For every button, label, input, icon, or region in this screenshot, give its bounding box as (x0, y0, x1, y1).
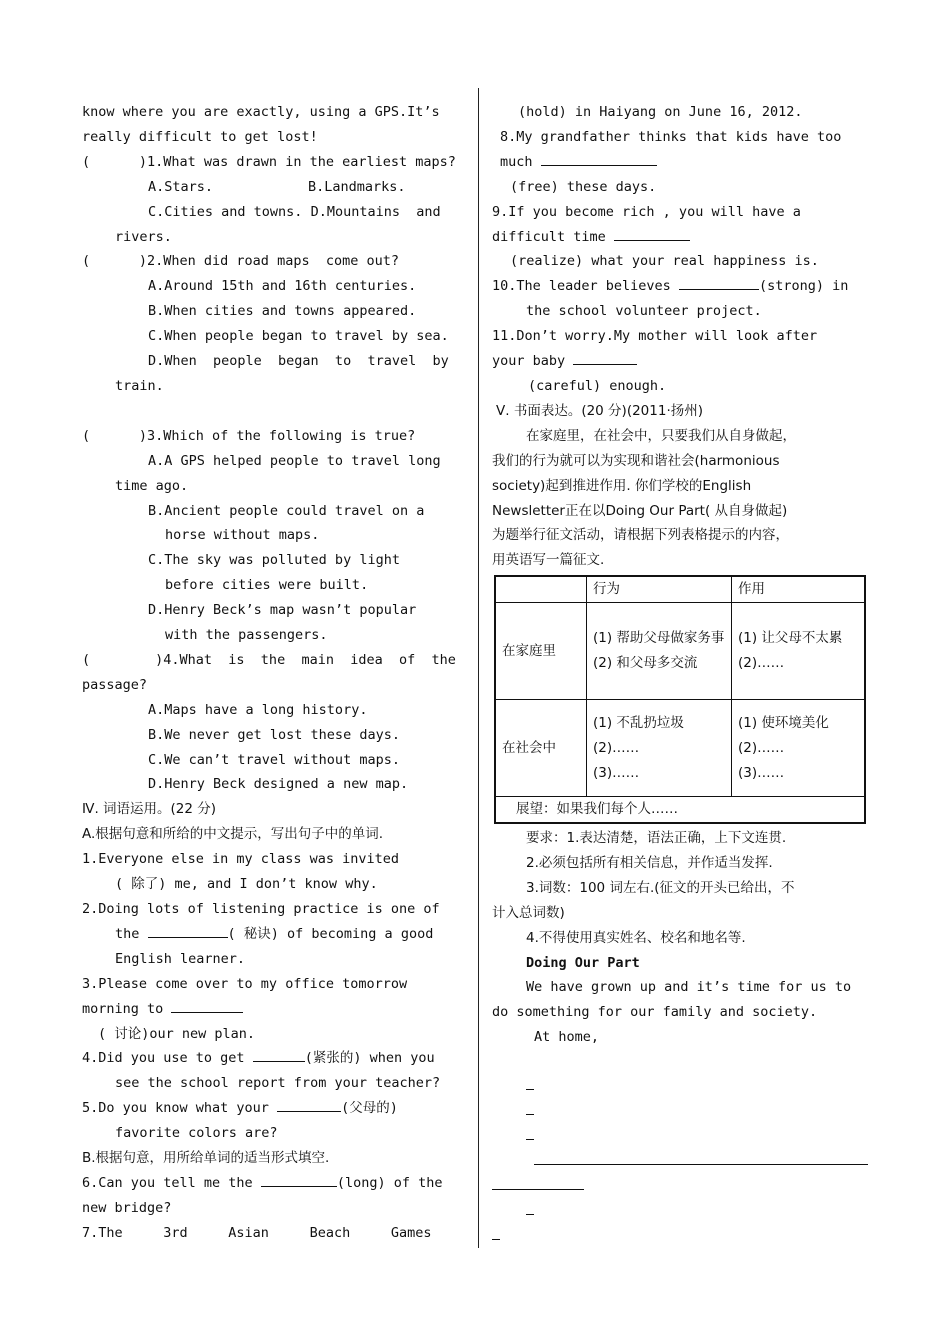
question-1-options-cd (82, 200, 460, 225)
option-b: B.When cities and towns appeared. (148, 303, 417, 320)
word-item-6-cont: new bridge? (82, 1199, 172, 1216)
requirement-line: 3.词数：100 词左右.(征文的开头已给出，不 (526, 879, 795, 896)
question-1-options-ab (82, 175, 460, 200)
word-item-3-cont: morning to (82, 997, 460, 1022)
requirement-line: 2.必须包括所有相关信息，并作适当发挥. (526, 854, 773, 871)
answer-blank[interactable] (573, 349, 637, 365)
table-cell-effects: (1) 使环境美化 (2)…… (3)…… (732, 700, 866, 797)
word-item-10-cont: the school volunteer project. (526, 303, 762, 320)
word-item-6: 6.Can you tell me the (long) of the (82, 1171, 460, 1196)
answer-blank[interactable] (614, 225, 690, 241)
word-item-11-cont: your baby (492, 349, 870, 374)
option-a: A.A GPS helped people to travel long (148, 452, 441, 469)
word-item-1-cont: ( 除了) me, and I don’t know why. (115, 876, 378, 893)
word-item-4-cont: see the school report from your teacher? (115, 1075, 441, 1092)
writing-line[interactable] (492, 1099, 870, 1124)
answer-blank[interactable] (253, 1046, 305, 1062)
option-c: C.The sky was polluted by light (148, 552, 400, 569)
option-d: D.When people began to travel by (148, 353, 449, 370)
prompt-line: 我们的行为就可以为实现和谐社会(harmonious (492, 452, 780, 469)
option-a: A.Maps have a long history. (148, 701, 368, 718)
question-1-stem: ( )1.What was drawn in the earliest maps? (82, 153, 456, 170)
table-footer-row (495, 797, 865, 823)
word-item-3-cont2: ( 讨论)our new plan. (98, 1025, 256, 1042)
word-item-10: 10.The leader believes (strong) in (492, 274, 870, 299)
essay-opening: We have grown up and it’s time for us to (526, 979, 852, 996)
passage-line: really difficult to get lost! (82, 128, 318, 145)
prompt-line: Newsletter正在以Doing Our Part( 从自身做起) (492, 502, 788, 519)
requirement-line: 4.不得使用真实姓名、校名和地名等. (526, 929, 746, 946)
word-item-9: 9.If you become rich , you will have a (492, 203, 801, 220)
question-4-stem: ( )4.What is the main idea of the (82, 651, 456, 668)
prompt-line: 为题举行征文活动，请根据下列表格提示的内容， (492, 527, 789, 544)
option-a-cont: time ago. (115, 477, 189, 494)
word-item-9-cont2: (realize) what your real happiness is. (510, 253, 819, 270)
option-c: C.When people began to travel by sea. (148, 328, 449, 345)
word-item-4: 4.Did you use to get (紧张的) when you (82, 1046, 460, 1071)
option-d: D.Henry Beck’s map wasn’t popular (148, 602, 417, 619)
option-d: D.Henry Beck designed a new map. (148, 776, 409, 793)
table-row-label: 在家庭里 (495, 603, 587, 700)
option-d-cont: rivers. (115, 228, 172, 245)
writing-line[interactable] (492, 1224, 870, 1249)
writing-line[interactable] (492, 1149, 870, 1174)
table-row-society (495, 700, 865, 797)
section-4-title: Ⅳ. 词语运用。(22 分) (82, 801, 217, 818)
prompt-line: society)起到推进作用. 你们学校的English (492, 477, 752, 494)
answer-blank[interactable] (679, 274, 759, 290)
word-item-3: 3.Please come over to my office tomorrow (82, 975, 408, 992)
prompt-line: 用英语写一篇征文. (492, 552, 605, 569)
writing-line[interactable] (492, 1074, 870, 1099)
prompt-table (494, 575, 866, 824)
question-2-stem: ( )2.When did road maps come out? (82, 253, 399, 270)
left-column (82, 100, 460, 1246)
writing-line[interactable] (492, 1174, 870, 1199)
essay-at-home: At home, (534, 1029, 600, 1046)
word-item-9-cont: difficult time (492, 225, 870, 250)
writing-line[interactable] (492, 1124, 870, 1149)
table-row-home (495, 603, 865, 700)
table-header-action: 行为 (587, 576, 732, 602)
table-header-effect: 作用 (732, 576, 866, 602)
right-column (492, 100, 870, 1249)
answer-blank[interactable] (148, 922, 228, 938)
option-d: D.Mountains and (310, 203, 441, 220)
option-d-cont: with the passengers. (165, 627, 328, 644)
option-b: B.Ancient people could travel on a (148, 502, 425, 519)
word-item-11: 11.Don’t worry.My mother will look after (492, 328, 818, 345)
option-a: A.Around 15th and 16th centuries. (148, 278, 417, 295)
essay-opening: do something for our family and society. (492, 1004, 818, 1021)
section-a-title: A.根据句意和所给的中文提示，写出句子中的单词. (82, 826, 384, 843)
question-4-stem-cont: passage? (82, 676, 148, 693)
word-item-2-cont: the ( 秘诀) of becoming a good (82, 922, 460, 947)
option-c-cont: before cities were built. (165, 577, 369, 594)
word-item-5: 5.Do you know what your (父母的) (82, 1096, 460, 1121)
word-item-8-cont2: (free) these days. (510, 178, 657, 195)
option-a: A.Stars. (148, 178, 214, 195)
column-divider (478, 88, 479, 1248)
table-header-row (495, 576, 865, 602)
option-b-cont: horse without maps. (165, 527, 320, 544)
requirement-line: 计入总词数) (492, 904, 565, 921)
spacer (82, 399, 460, 424)
table-footer: 展望：如果我们每个人…… (495, 797, 865, 823)
option-d-cont: train. (115, 377, 164, 394)
option-c: C.We can’t travel without maps. (148, 751, 400, 768)
word-item-5-cont: favorite colors are? (115, 1125, 278, 1142)
section-b-title: B.根据句意，用所给单词的适当形式填空. (82, 1150, 330, 1167)
table-cell-actions: (1) 帮助父母做家务事 (2) 和父母多交流 (587, 603, 732, 700)
word-item-7: 7.The 3rd Asian Beach Games (82, 1224, 432, 1241)
table-cell-actions: (1) 不乱扔垃圾 (2)…… (3)…… (587, 700, 732, 797)
answer-blank[interactable] (541, 150, 657, 166)
section-5-title: Ⅴ. 书面表达。(20 分)(2011·扬州) (496, 402, 704, 419)
essay-title: Doing Our Part (526, 954, 640, 971)
answer-blank[interactable] (277, 1096, 341, 1112)
word-item-11-cont2: (careful) enough. (528, 377, 667, 394)
option-b: B.Landmarks. (308, 178, 406, 195)
writing-line[interactable] (492, 1199, 870, 1224)
passage-line: know where you are exactly, using a GPS.It’s (82, 104, 440, 120)
word-item-2: 2.Doing lots of listening practice is one of (82, 901, 440, 917)
option-c: C.Cities and towns. (148, 203, 303, 220)
word-item-8-cont: much (492, 150, 870, 175)
table-row-label: 在社会中 (495, 700, 587, 797)
table-header-empty (495, 576, 587, 602)
question-3-stem: ( )3.Which of the following is true? (82, 427, 416, 444)
answer-blank[interactable] (261, 1171, 337, 1187)
table-cell-effects: (1) 让父母不太累 (2)…… (732, 603, 866, 700)
word-item-1: 1.Everyone else in my class was invited (82, 851, 399, 868)
prompt-line: 在家庭里，在社会中，只要我们从自身做起， (526, 427, 796, 444)
word-item-7-cont: (hold) in Haiyang on June 16, 2012. (518, 104, 803, 120)
answer-blank[interactable] (171, 997, 243, 1013)
word-item-2-cont2: English learner. (115, 950, 246, 967)
option-b: B.We never get lost these days. (148, 726, 400, 743)
word-item-8: 8.My grandfather thinks that kids have too (500, 128, 842, 145)
requirement-line: 要求：1.表达清楚，语法正确，上下文连贯. (526, 830, 787, 847)
